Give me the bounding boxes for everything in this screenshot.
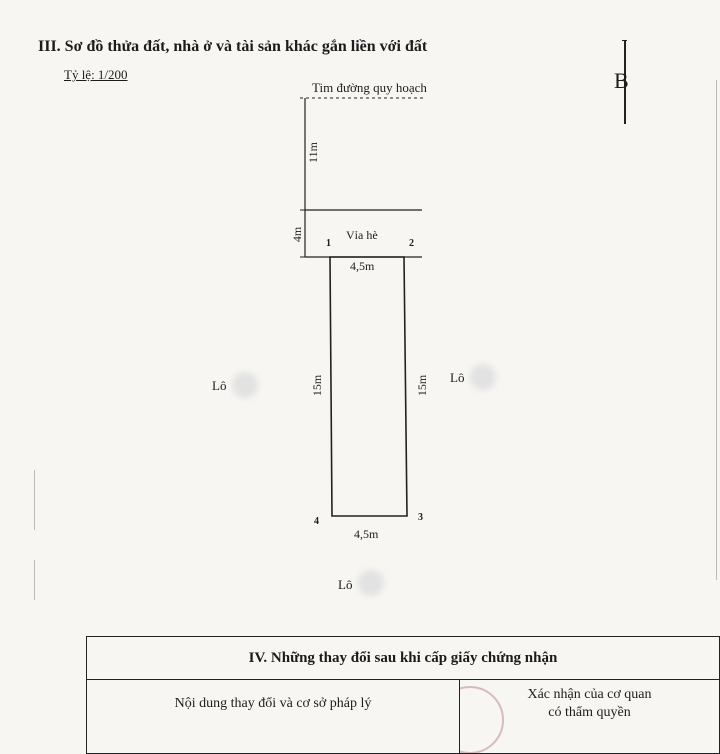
north-marker: B <box>614 68 629 93</box>
top-edge-length: 4,5m <box>350 259 375 273</box>
sidewalk-width-label: 4m <box>290 226 305 243</box>
corner-4-label: 4 <box>314 516 319 527</box>
corner-1-label: 1 <box>326 238 331 249</box>
changes-table-title: IV. Những thay đổi sau khi cấp giấy chứng nhận <box>87 637 720 680</box>
lot-west-label: Lô <box>212 378 227 393</box>
changes-table <box>86 636 720 754</box>
corner-2-label: 2 <box>409 238 414 249</box>
lot-boundary <box>330 257 407 516</box>
redacted-lot-number <box>232 372 258 398</box>
road-center-label: Tim đường quy hoạch <box>312 80 427 95</box>
bottom-edge-length: 4,5m <box>354 527 379 541</box>
scale-label: Tỷ lệ: 1/200 <box>64 67 128 82</box>
section-title: III. Sơ đồ thửa đất, nhà ở và tài sản khác gắn liền với đất <box>38 38 428 55</box>
corner-3-label: 3 <box>418 512 423 523</box>
lot-south-label: Lô <box>338 577 353 592</box>
redacted-lot-number <box>470 364 496 390</box>
sidewalk-label: Vỉa hè <box>346 228 378 242</box>
right-edge-length: 15m <box>415 374 430 397</box>
left-edge-length: 15m <box>310 374 325 397</box>
confirm-line-1: Xác nhận của cơ quan <box>527 687 652 702</box>
lot-east-label: Lô <box>450 370 465 385</box>
redacted-lot-number <box>358 570 384 596</box>
confirm-column-header <box>460 680 720 754</box>
road-width-label: 11m <box>305 142 320 163</box>
confirm-line-2: có thẩm quyền <box>548 705 631 720</box>
content-column-header: Nội dung thay đổi và cơ sở pháp lý <box>87 680 460 754</box>
